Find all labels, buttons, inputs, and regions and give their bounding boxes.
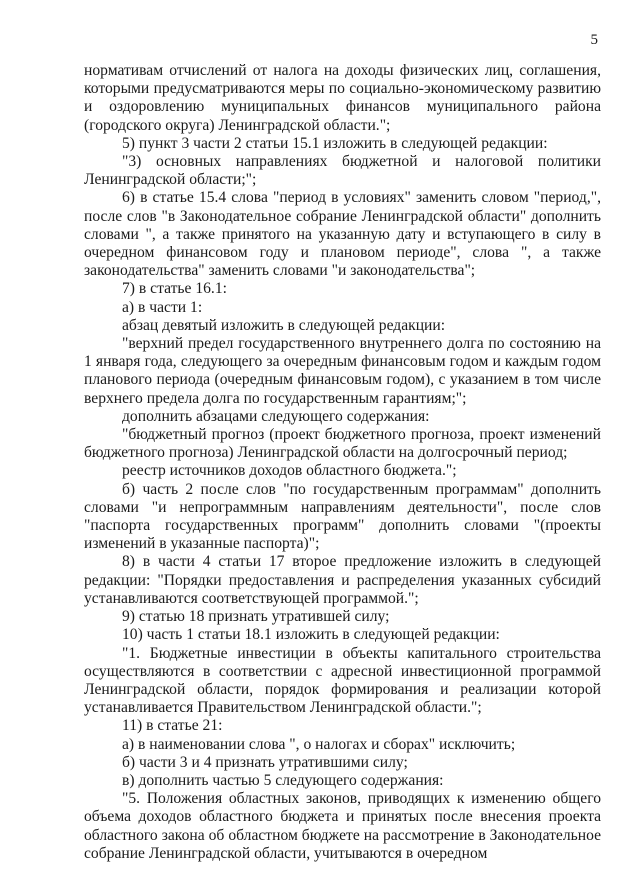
paragraph-7: абзац девятый изложить в следующей редакции: xyxy=(122,316,446,334)
paragraph-19: б) части 3 и 4 признать утратившими силу; xyxy=(122,753,408,771)
paragraph-17: 11) в статье 21: xyxy=(122,717,223,735)
paragraph-13: 8) в части 4 статьи 17 второе предложение изложить в следующей редакции: "Порядки предоставления и распределения указанных субсидий устанавливаются соответствующей программой."; xyxy=(84,553,601,607)
paragraph-8: "верхний предел государственного внутреннего долга по состоянию на 1 января года, следующего за очередным финансовым годом и каждым годом планового периода (очередным финансовым годом), с указанием в том числе верхнего предела долга по государственным гарантиям;"; xyxy=(84,335,601,407)
paragraph-11: реестр источников доходов областного бюджета."; xyxy=(122,462,457,480)
paragraph-4: 6) в статье 15.4 слова "период в условиях" заменить словом "период,", после слов "в Законодательное собрание Ленинградской области" дополнить словами ", а также принятого на указанную дату и вступающего в силу в очередном финансовом году и плановом периоде", слова ", а также законодательства" заменить словами "и законодательства"; xyxy=(84,189,601,280)
paragraph-16: "1. Бюджетные инвестиции в объекты капитального строительства осуществляются в соответствии с адресной инвестиционной программой Ленинградской области, порядок формирования и реализации которой устанавливается Правительством Ленинградской области."; xyxy=(84,644,601,717)
paragraph-21: "5. Положения областных законов, приводящих к изменению общего объема доходов областного бюджета и принятых после внесения проекта областного закона об областном бюджете на рассмотрение в Законодательное собрание Ленинградской области, учитываются в очередном xyxy=(84,790,601,862)
document-body xyxy=(84,62,601,863)
page-number: 5 xyxy=(590,32,598,48)
paragraph-2: 5) пункт 3 части 2 статьи 15.1 изложить в следующей редакции: xyxy=(122,134,548,152)
paragraph-15: 10) часть 1 статьи 18.1 изложить в следующей редакции: xyxy=(122,626,500,644)
paragraph-18: а) в наименовании слова ", о налогах и сборах" исключить; xyxy=(122,735,516,753)
paragraph-6: а) в части 1: xyxy=(122,298,203,316)
paragraph-1: нормативам отчислений от налога на доходы физических лиц, соглашения, которыми предусматриваются меры по социально-экономическому развитию и оздоровлению муниципальных финансов муниципального района (городского округа) Ленинградской области."; xyxy=(84,62,601,134)
paragraph-14: 9) статью 18 признать утратившей силу; xyxy=(122,608,390,626)
paragraph-12: б) часть 2 после слов "по государственным программам" дополнить словами "и непрограммным направлениям деятельности", после слов "паспорта государственных программ" дополнить словами "(проекты изменений в указанные паспорта)"; xyxy=(84,480,601,553)
paragraph-10: "бюджетный прогноз (проект бюджетного прогноза, проект изменений бюджетного прогноза) Ленинградской области на долгосрочный период; xyxy=(84,426,601,462)
paragraph-20: в) дополнить частью 5 следующего содержания: xyxy=(122,771,444,789)
paragraph-3: "3) основных направлениях бюджетной и налоговой политики Ленинградской области;"; xyxy=(84,153,601,189)
paragraph-5: 7) в статье 16.1: xyxy=(122,280,227,298)
paragraph-9: дополнить абзацами следующего содержания: xyxy=(122,407,430,425)
